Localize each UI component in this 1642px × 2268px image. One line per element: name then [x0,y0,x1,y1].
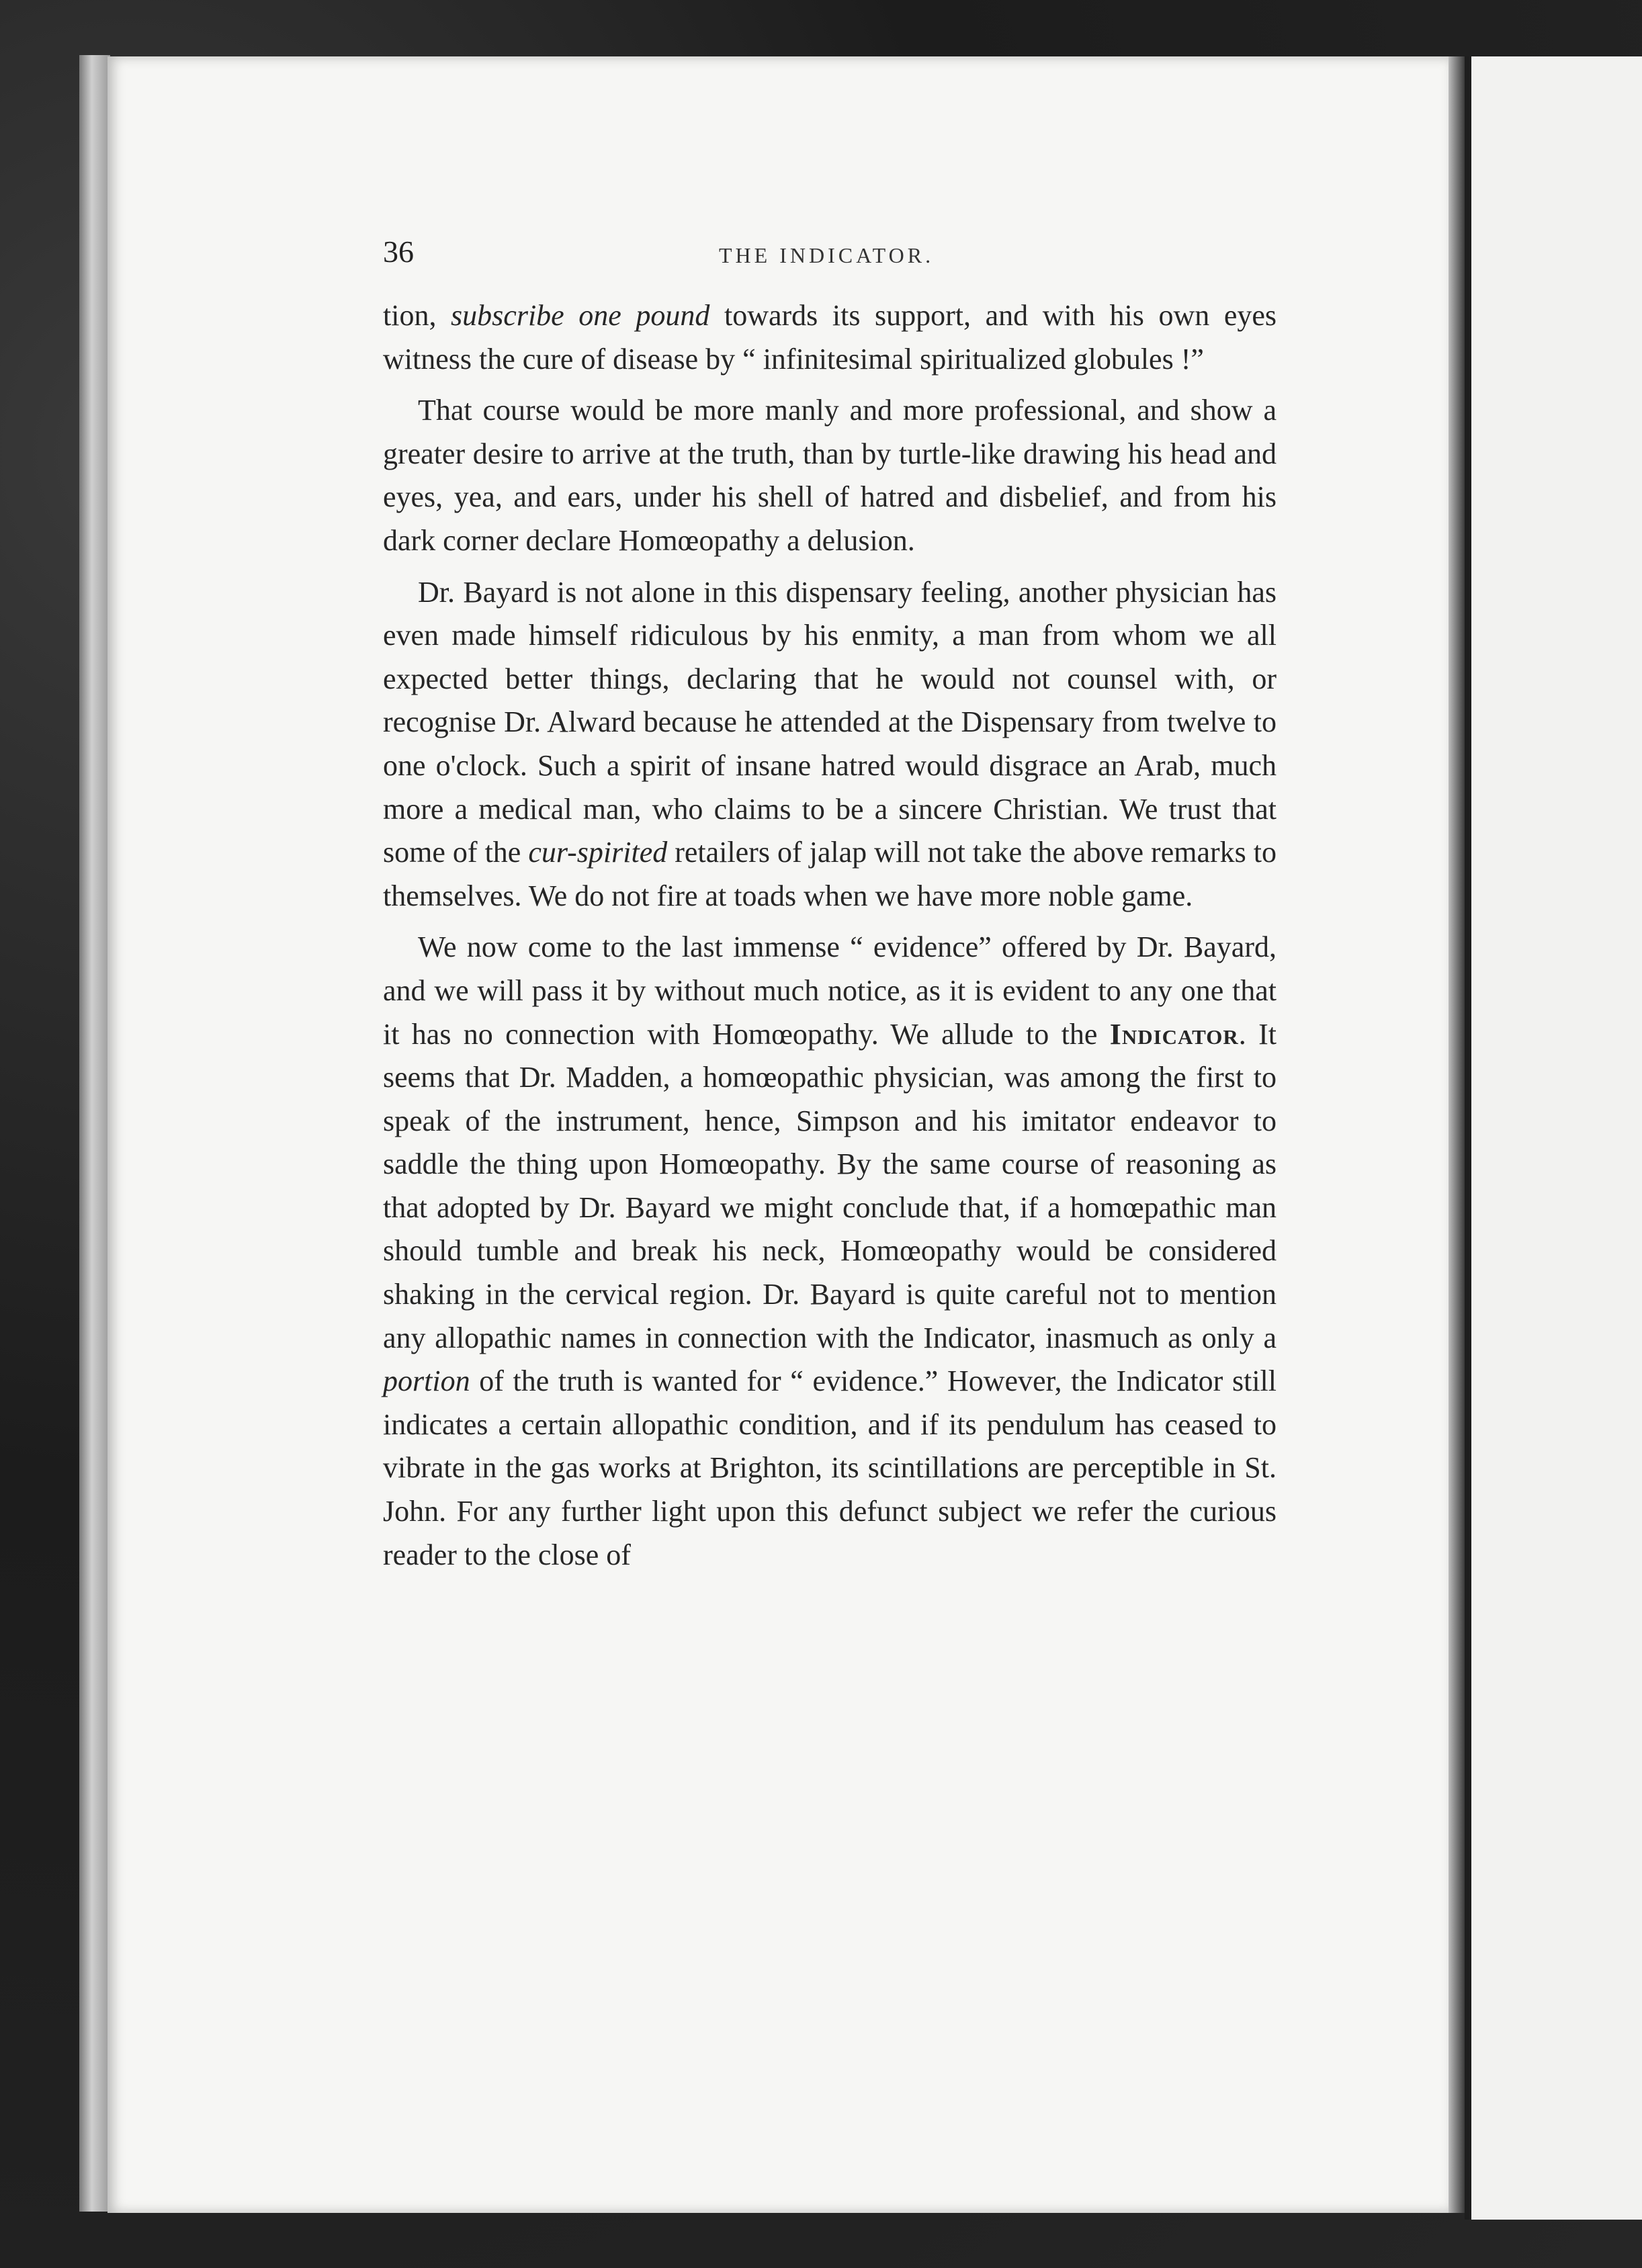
paragraph [383,571,1277,918]
text-run: towards its support, and with his own eyes witness the cure of disease by “ infinitesimal spiritualized globules !” [383,299,1277,376]
text-run: of the truth is wanted for “ evidence.” However, the Indicator still indicates a certain allopathic condition, and if its pendulum has ceased to vibrate in the gas works at Brighton, its scintillations are perceptible in St. John. For any further light upon this defunct subject we refer the curious reader to the close of [383,1364,1277,1571]
italic-text: subscribe one pound [451,299,710,332]
facing-page-gutter [1465,56,1471,2220]
text-run: We now come to the last immense “ evidence” offered by Dr. Bayard, and we will pass it by without much notice, as it is evident to any one that it has no connection with Homœopathy. We allude to the [383,930,1277,1051]
italic-text: portion [383,1364,470,1398]
text-run: That course would be more manly and more professional, and show a greater desire to arrive at the truth, than by turtle-like drawing his head and eyes, yea, and ears, under his shell of hatred and disbelief, and from his dark corner declare Homœopathy a delusion. [383,394,1277,557]
running-head [383,234,1277,274]
paragraph [383,294,1277,381]
paragraph [383,926,1277,1577]
facing-page [1465,56,1642,2220]
body-text [383,294,1277,1577]
small-caps-text: Indicator [1109,1017,1239,1051]
italic-text: cur-spirited [528,836,668,869]
text-run: Dr. Bayard is not alone in this dispensary feeling, another physician has even made himself ridiculous by his enmity, a man from whom we all expected better things, declaring that he would not counsel with, or recognise Dr. Alward because he attended at the Dispensary from twelve to one o'clock. Such a spirit of insane hatred would disgrace an Arab, much more a medical man, who claims to be a sincere Christian. We trust that some of the [383,575,1277,869]
book-binding [79,55,110,2212]
text-run: . It seems that Dr. Madden, a homœopathic physician, was among the first to speak of the instrument, hence, Simpson and his imitator endeavor to saddle the thing upon Homœopathy. By the same course of reasoning as that adopted by Dr. Bayard we might conclude that, if a homœpathic man should tumble and break his neck, Homœopathy would be considered shaking in the cervical region. Dr. Bayard is quite careful not to mention any allopathic names in connection with the Indicator, inasmuch as only a [383,1017,1277,1354]
paragraph [383,389,1277,562]
text-run: retailers of jalap will not take the above remarks to themselves. We do not fire at toads when we have more noble game. [383,836,1277,912]
text-run: tion, [383,299,451,332]
running-title: THE INDICATOR. [719,243,935,267]
page-edge [1449,56,1465,2213]
page-number: 36 [383,234,414,269]
